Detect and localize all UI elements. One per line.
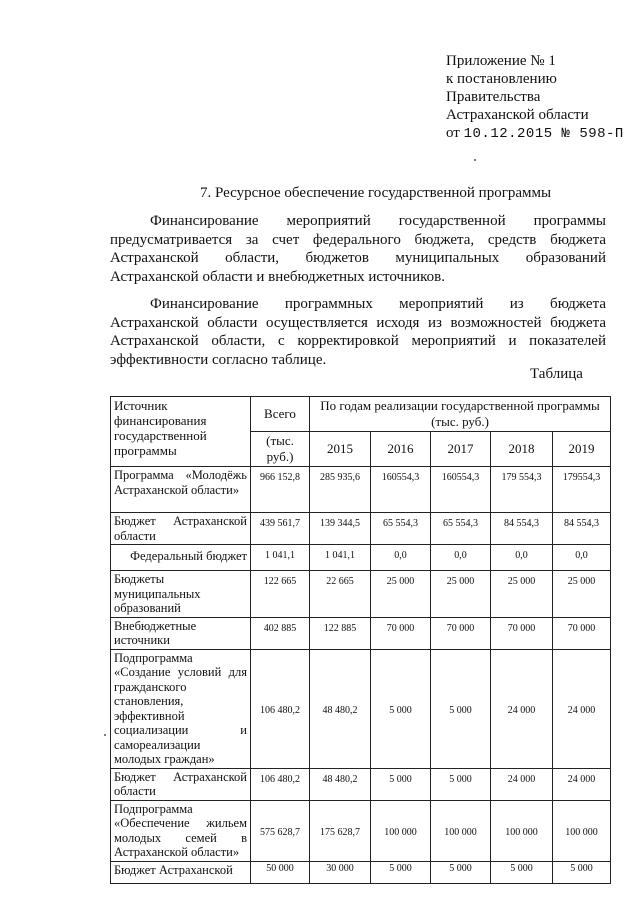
header-year: 2019	[553, 432, 611, 467]
row-value: 24 000	[553, 768, 611, 800]
table-row	[111, 861, 611, 883]
row-source: Подпрограмма «Обеспечение жильем молодых семей в Астраханской области»	[111, 800, 251, 861]
header-total-unit: (тыс. руб.)	[251, 432, 310, 467]
table-row	[111, 800, 611, 861]
table-row	[111, 571, 611, 618]
row-total: 402 885	[251, 617, 310, 649]
row-value: 5 000	[553, 861, 611, 883]
row-source: Бюджет Астраханской	[111, 861, 251, 883]
paragraph-2: Финансирование программных мероприятий из бюджета Астраханской области осуществляется исходя из возможностей бюджета Астраханской области, с корректировкой мероприятий и показателей эффективности согласно таблице.	[110, 296, 606, 368]
row-value: 100 000	[431, 800, 491, 861]
row-value: 0,0	[553, 545, 611, 571]
row-value: 24 000	[491, 768, 553, 800]
row-value: 5 000	[371, 768, 431, 800]
row-value: 25 000	[553, 571, 611, 618]
row-value: 70 000	[491, 617, 553, 649]
row-value: 139 344,5	[310, 513, 371, 545]
table-row	[111, 617, 611, 649]
row-value: 65 554,3	[371, 513, 431, 545]
header-year: 2018	[491, 432, 553, 467]
row-value: 5 000	[491, 861, 553, 883]
row-total: 122 665	[251, 571, 310, 618]
row-total: 50 000	[251, 861, 310, 883]
row-value: 160554,3	[371, 467, 431, 513]
appendix-line-3: Правительства	[446, 89, 541, 105]
row-value: 24 000	[491, 649, 553, 768]
row-value: 100 000	[553, 800, 611, 861]
scan-speck	[104, 734, 106, 736]
scan-speck	[474, 159, 476, 161]
row-total: 106 480,2	[251, 649, 310, 768]
appendix-line-1: Приложение № 1	[446, 53, 556, 69]
row-value: 5 000	[431, 649, 491, 768]
header-source: Источник финансирования государственной программы	[111, 397, 251, 467]
row-value: 70 000	[431, 617, 491, 649]
row-value: 84 554,3	[553, 513, 611, 545]
row-value: 5 000	[371, 861, 431, 883]
section-title: 7. Ресурсное обеспечение государственной программы	[200, 185, 552, 201]
row-value: 0,0	[491, 545, 553, 571]
row-value: 65 554,3	[431, 513, 491, 545]
row-value: 179554,3	[553, 467, 611, 513]
table-row	[111, 649, 611, 768]
row-total: 439 561,7	[251, 513, 310, 545]
row-value: 160554,3	[431, 467, 491, 513]
row-total: 106 480,2	[251, 768, 310, 800]
row-value: 5 000	[371, 649, 431, 768]
table-row	[111, 513, 611, 545]
row-value: 84 554,3	[491, 513, 553, 545]
row-value: 5 000	[431, 768, 491, 800]
row-source: Федеральный бюджет	[111, 545, 251, 571]
appendix-block	[446, 52, 624, 143]
row-value: 30 000	[310, 861, 371, 883]
table-row	[111, 768, 611, 800]
appendix-line-4: Астраханской области	[446, 107, 589, 123]
row-value: 179 554,3	[491, 467, 553, 513]
row-source: Программа «Молодёжь Астраханской области»	[111, 467, 251, 513]
row-value: 0,0	[431, 545, 491, 571]
row-source: Бюджет Астраханской области	[111, 768, 251, 800]
header-total: Всего	[251, 397, 310, 432]
row-total: 575 628,7	[251, 800, 310, 861]
row-total: 1 041,1	[251, 545, 310, 571]
row-value: 25 000	[371, 571, 431, 618]
row-value: 100 000	[491, 800, 553, 861]
row-total: 966 152,8	[251, 467, 310, 513]
row-value: 24 000	[553, 649, 611, 768]
row-value: 0,0	[371, 545, 431, 571]
table-header-row-1	[111, 397, 611, 432]
header-years-caption: По годам реализации государственной программы (тыс. руб.)	[310, 397, 611, 432]
row-value: 48 480,2	[310, 649, 371, 768]
row-value: 1 041,1	[310, 545, 371, 571]
appendix-date	[446, 124, 624, 143]
row-value: 70 000	[371, 617, 431, 649]
paragraph-1: Финансирование мероприятий государственной программы предусматривается за счет федерального бюджета, средств бюджета Астраханской области, бюджетов муниципальных образований Астраханской области и внебюджетных источников.	[110, 213, 606, 285]
funding-table	[110, 396, 611, 884]
row-value: 100 000	[371, 800, 431, 861]
table-row	[111, 467, 611, 513]
row-source: Внебюджетные источники	[111, 617, 251, 649]
row-source: Бюджет Астраханской области	[111, 513, 251, 545]
row-value: 122 885	[310, 617, 371, 649]
appendix-line-2: к постановлению	[446, 71, 557, 87]
appendix-date-prefix: от	[446, 125, 460, 141]
row-value: 25 000	[431, 571, 491, 618]
row-value: 5 000	[431, 861, 491, 883]
table-row	[111, 545, 611, 571]
row-value: 285 935,6	[310, 467, 371, 513]
header-year: 2015	[310, 432, 371, 467]
header-year: 2017	[431, 432, 491, 467]
row-value: 22 665	[310, 571, 371, 618]
appendix-date-stamp: 10.12.2015 № 598-П	[463, 126, 624, 142]
row-value: 175 628,7	[310, 800, 371, 861]
row-source: Бюджеты муниципальных образований	[111, 571, 251, 618]
row-value: 48 480,2	[310, 768, 371, 800]
header-year: 2016	[371, 432, 431, 467]
row-value: 25 000	[491, 571, 553, 618]
table-label: Таблица	[530, 366, 583, 382]
row-source: Подпрограмма «Создание условий для гражданского становления, эффективной социализации и самореализации молодых граждан»	[111, 649, 251, 768]
row-value: 70 000	[553, 617, 611, 649]
